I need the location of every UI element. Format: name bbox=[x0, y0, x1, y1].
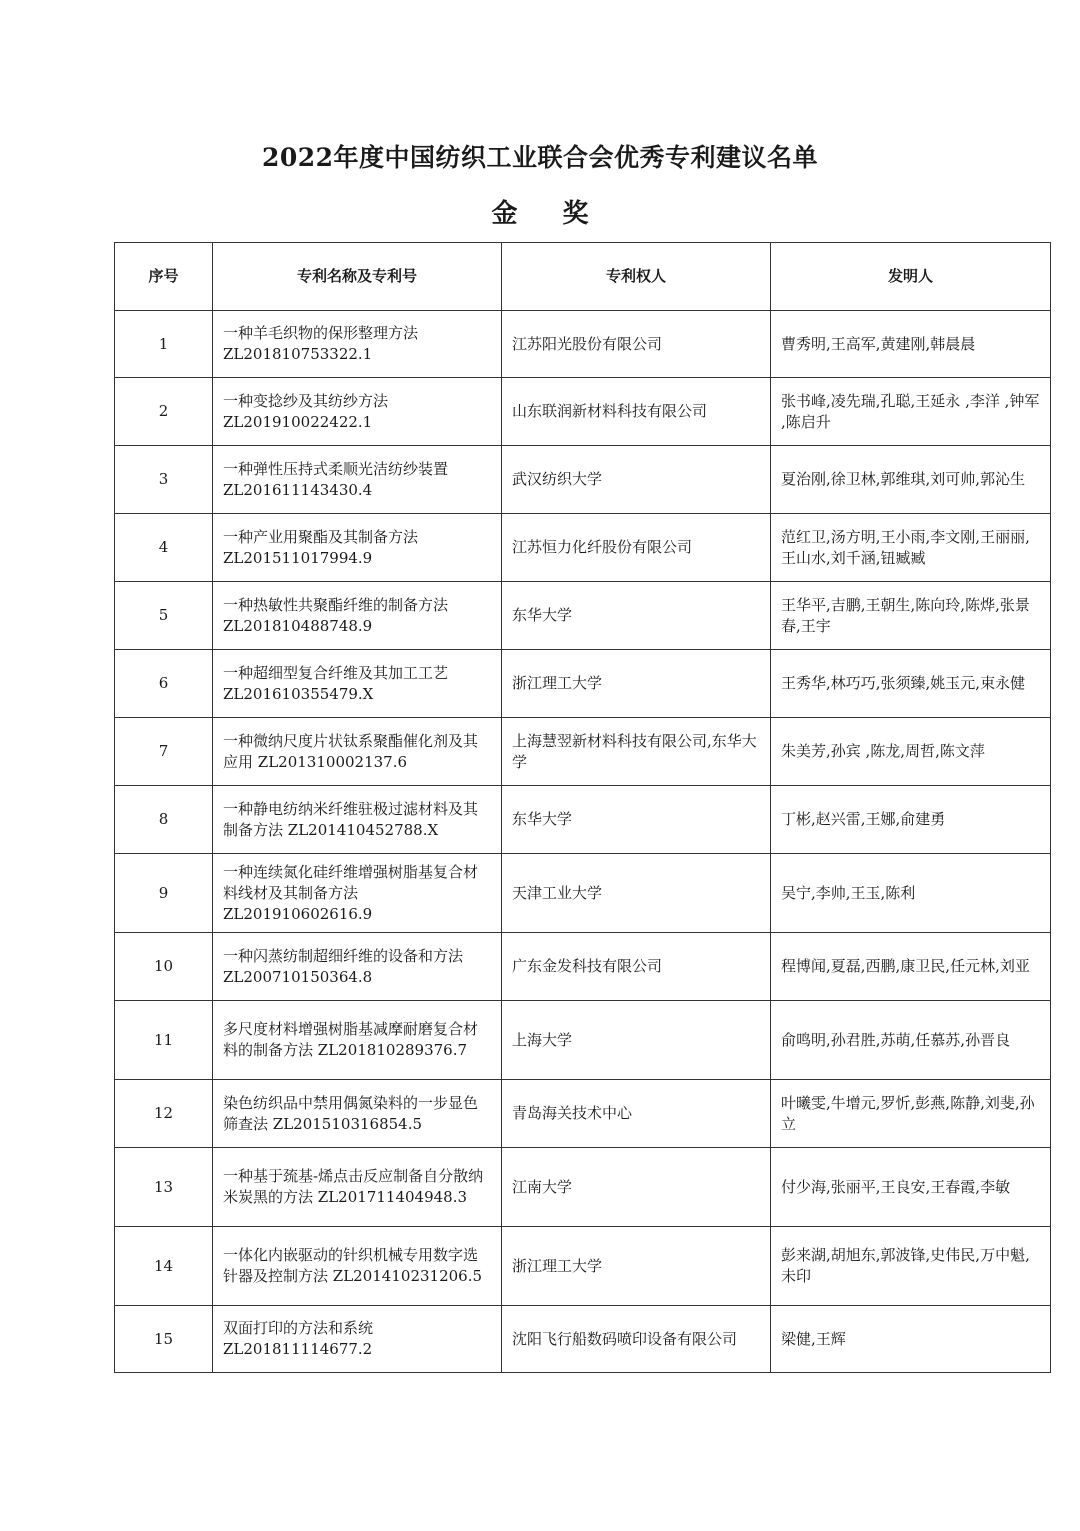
patent-name: 一种羊毛织物的保形整理方法 bbox=[223, 324, 419, 342]
table-row bbox=[115, 854, 1051, 933]
patent-number: ZL201510316854.5 bbox=[272, 1114, 423, 1133]
cell-holder: 沈阳飞行船数码喷印设备有限公司 bbox=[502, 1306, 771, 1373]
cell-inventors: 范红卫,汤方明,王小雨,李文刚,王丽丽,王山水,刘千涵,钮臧臧 bbox=[771, 514, 1051, 582]
section-title: 金 奖 bbox=[491, 199, 589, 229]
cell-patent bbox=[213, 582, 502, 650]
patent-name: 一种静电纺纳米纤维驻极过滤材料及其制备方法 bbox=[223, 799, 479, 839]
cell-inventors: 程博闻,夏磊,西鹏,康卫民,任元林,刘亚 bbox=[771, 933, 1051, 1001]
patent-number: ZL201610355479.X bbox=[223, 684, 374, 703]
cell-inventors: 曹秀明,王高军,黄建刚,韩晨晨 bbox=[771, 311, 1051, 378]
patent-number: ZL201810488748.9 bbox=[223, 616, 373, 635]
patent-number: ZL201711404948.3 bbox=[317, 1188, 468, 1206]
award-table bbox=[114, 242, 1051, 1373]
patent-number: ZL201811114677.2 bbox=[223, 1340, 373, 1358]
cell-holder: 东华大学 bbox=[502, 582, 771, 650]
cell-inventors: 王秀华,林巧巧,张须臻,姚玉元,束永健 bbox=[771, 650, 1051, 718]
cell-no: 13 bbox=[115, 1148, 213, 1227]
cell-holder: 浙江理工大学 bbox=[502, 1227, 771, 1306]
patent-name: 一种连续氮化硅纤维增强树脂基复合材料线材及其制备方法 bbox=[223, 862, 479, 902]
cell-holder: 江苏阳光股份有限公司 bbox=[502, 311, 771, 378]
patent-name: 一种闪蒸纺制超细纤维的设备和方法 bbox=[223, 946, 464, 965]
cell-patent bbox=[213, 1080, 502, 1148]
patent-number: ZL201810289376.7 bbox=[317, 1041, 468, 1059]
patent-name: 一体化内嵌驱动的针织机械专用数字选针器及控制方法 bbox=[223, 1246, 479, 1285]
patent-number: ZL201611143430.4 bbox=[223, 480, 373, 499]
patent-number: ZL201410231206.5 bbox=[332, 1267, 483, 1285]
table-row bbox=[115, 1306, 1051, 1373]
table-row bbox=[115, 786, 1051, 854]
table-row bbox=[115, 1080, 1051, 1148]
cell-patent bbox=[213, 854, 502, 933]
cell-inventors: 俞鸣明,孙君胜,苏萌,任慕苏,孙晋良 bbox=[771, 1001, 1051, 1080]
header-no: 序号 bbox=[115, 243, 213, 311]
patent-name: 一种变捻纱及其纺纱方法 bbox=[223, 391, 389, 410]
cell-no: 8 bbox=[115, 786, 213, 854]
cell-inventors: 梁健,王辉 bbox=[771, 1306, 1051, 1373]
cell-inventors: 夏治刚,徐卫林,郭维琪,刘可帅,郭沁生 bbox=[771, 446, 1051, 514]
table-row bbox=[115, 1227, 1051, 1306]
cell-no: 3 bbox=[115, 446, 213, 514]
table-row bbox=[115, 933, 1051, 1001]
cell-patent bbox=[213, 311, 502, 378]
cell-no: 12 bbox=[115, 1080, 213, 1148]
patent-name: 一种产业用聚酯及其制备方法 bbox=[223, 527, 419, 546]
cell-inventors: 朱美芳,孙宾 ,陈龙,周哲,陈文萍 bbox=[771, 718, 1051, 786]
table-row bbox=[115, 446, 1051, 514]
page-title: 2022年度中国纺织工业联合会优秀专利建议名单 bbox=[261, 143, 819, 172]
cell-inventors: 张书峰,凌先瑞,孔聪,王延永 ,李洋 ,钟军 ,陈启升 bbox=[771, 378, 1051, 446]
cell-holder: 东华大学 bbox=[502, 786, 771, 854]
cell-no: 9 bbox=[115, 854, 213, 933]
table-row bbox=[115, 718, 1051, 786]
cell-holder: 浙江理工大学 bbox=[502, 650, 771, 718]
cell-patent bbox=[213, 1001, 502, 1080]
patent-number: ZL200710150364.8 bbox=[223, 967, 373, 986]
table-row bbox=[115, 1148, 1051, 1227]
cell-patent bbox=[213, 650, 502, 718]
cell-no: 14 bbox=[115, 1227, 213, 1306]
patent-number: ZL201410452788.X bbox=[287, 820, 439, 839]
cell-inventors: 吴宁,李帅,王玉,陈利 bbox=[771, 854, 1051, 933]
cell-no: 7 bbox=[115, 718, 213, 786]
patent-name: 一种弹性压持式柔顺光洁纺纱装置 bbox=[223, 459, 449, 478]
cell-holder: 上海慧翌新材料科技有限公司,东华大学 bbox=[502, 718, 771, 786]
cell-holder: 江苏恒力化纤股份有限公司 bbox=[502, 514, 771, 582]
cell-holder: 山东联润新材料科技有限公司 bbox=[502, 378, 771, 446]
table-body bbox=[115, 311, 1051, 1373]
cell-holder: 上海大学 bbox=[502, 1001, 771, 1080]
cell-patent bbox=[213, 378, 502, 446]
cell-patent bbox=[213, 933, 502, 1001]
cell-patent bbox=[213, 1227, 502, 1306]
cell-holder: 江南大学 bbox=[502, 1148, 771, 1227]
table-header-row bbox=[115, 243, 1051, 311]
patent-number: ZL201511017994.9 bbox=[223, 548, 373, 567]
header-holder: 专利权人 bbox=[502, 243, 771, 311]
cell-no: 6 bbox=[115, 650, 213, 718]
cell-inventors: 彭来湖,胡旭东,郭波锋,史伟民,万中魁,未印 bbox=[771, 1227, 1051, 1306]
patent-name: 一种微纳尺度片状钛系聚酯催化剂及其应用 bbox=[223, 731, 479, 771]
cell-patent bbox=[213, 514, 502, 582]
cell-no: 4 bbox=[115, 514, 213, 582]
cell-holder: 青岛海关技术中心 bbox=[502, 1080, 771, 1148]
cell-inventors: 付少海,张丽平,王良安,王春霞,李敏 bbox=[771, 1148, 1051, 1227]
cell-holder: 天津工业大学 bbox=[502, 854, 771, 933]
cell-inventors: 王华平,吉鹏,王朝生,陈向玲,陈烨,张景春,王宇 bbox=[771, 582, 1051, 650]
patent-number: ZL201910602616.9 bbox=[223, 904, 373, 923]
cell-no: 1 bbox=[115, 311, 213, 378]
cell-patent bbox=[213, 446, 502, 514]
cell-no: 2 bbox=[115, 378, 213, 446]
patent-name: 一种热敏性共聚酯纤维的制备方法 bbox=[223, 595, 449, 614]
table-row bbox=[115, 1001, 1051, 1080]
cell-patent bbox=[213, 786, 502, 854]
cell-no: 5 bbox=[115, 582, 213, 650]
table-row bbox=[115, 650, 1051, 718]
table-row bbox=[115, 514, 1051, 582]
patent-name: 一种超细型复合纤维及其加工工艺 bbox=[223, 663, 449, 682]
header-inventors: 发明人 bbox=[771, 243, 1051, 311]
cell-holder: 广东金发科技有限公司 bbox=[502, 933, 771, 1001]
cell-no: 10 bbox=[115, 933, 213, 1001]
patent-name: 双面打印的方法和系统 bbox=[223, 1319, 374, 1337]
cell-patent bbox=[213, 718, 502, 786]
cell-no: 11 bbox=[115, 1001, 213, 1080]
cell-inventors: 丁彬,赵兴雷,王娜,俞建勇 bbox=[771, 786, 1051, 854]
patent-number: ZL201810753322.1 bbox=[223, 345, 373, 363]
patent-number: ZL201310002137.6 bbox=[257, 752, 408, 771]
patent-name: 一种基于巯基-烯点击反应制备自分散纳米炭黑的方法 bbox=[223, 1167, 484, 1206]
patent-number: ZL201910022422.1 bbox=[223, 412, 373, 431]
cell-no: 15 bbox=[115, 1306, 213, 1373]
cell-patent bbox=[213, 1306, 502, 1373]
cell-inventors: 叶曦雯,牛增元,罗忻,彭燕,陈静,刘斐,孙立 bbox=[771, 1080, 1051, 1148]
table-row bbox=[115, 311, 1051, 378]
table-row bbox=[115, 582, 1051, 650]
patent-name: 多尺度材料增强树脂基减摩耐磨复合材料的制备方法 bbox=[223, 1020, 479, 1059]
cell-holder: 武汉纺织大学 bbox=[502, 446, 771, 514]
patent-name: 染色纺织品中禁用偶氮染料的一步显色筛查法 bbox=[223, 1093, 479, 1133]
cell-patent bbox=[213, 1148, 502, 1227]
table-row bbox=[115, 378, 1051, 446]
header-patent: 专利名称及专利号 bbox=[213, 243, 502, 311]
